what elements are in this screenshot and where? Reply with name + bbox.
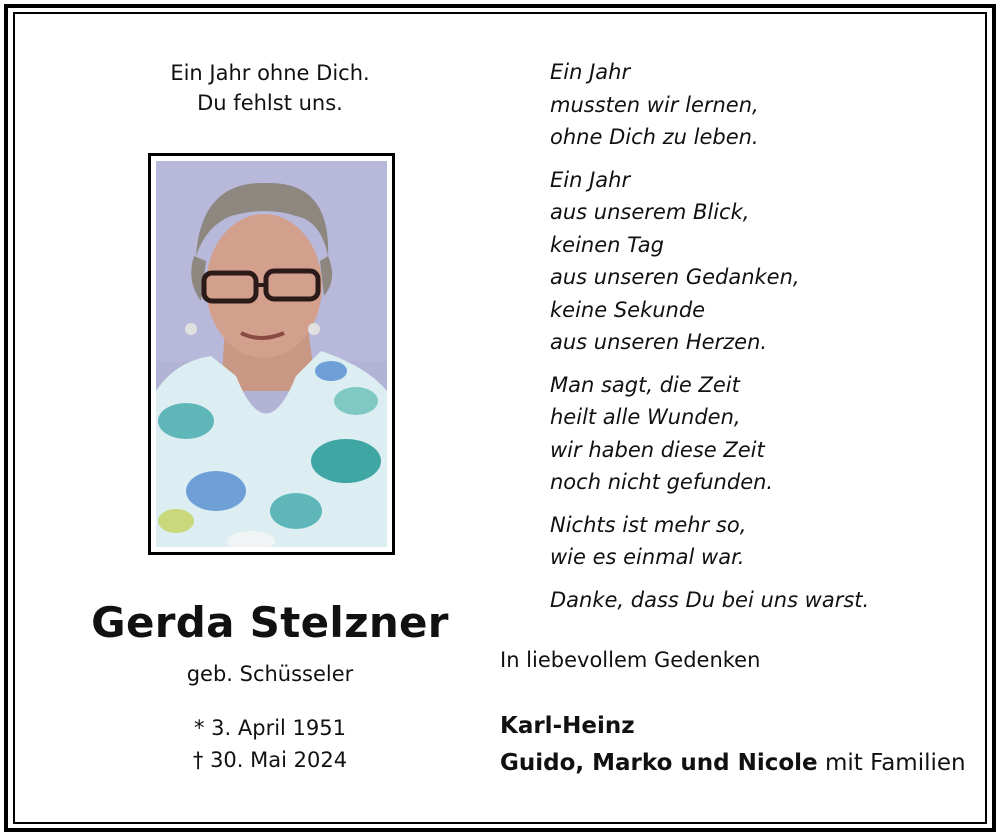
poem — [550, 56, 950, 626]
poem-line: noch nicht gefunden. — [550, 470, 774, 494]
birth-date: * 3. April 1951 — [193, 716, 346, 740]
poem-stanza — [550, 369, 950, 499]
poem-line: Danke, dass Du bei uns warst. — [550, 587, 870, 612]
memorial-line: In liebevollem Gedenken — [500, 648, 761, 672]
poem-line: keinen Tag — [550, 232, 664, 257]
deceased-name: Gerda Stelzner — [91, 598, 449, 647]
portrait-frame — [148, 153, 395, 555]
poem-line: Ein Jahr — [550, 167, 631, 192]
poem-line: Man sagt, die Zeit — [550, 372, 740, 397]
intro-line-1: Ein Jahr ohne Dich. — [170, 61, 370, 85]
poem-line: mussten wir lernen, — [550, 92, 759, 117]
signer-line-2 — [500, 745, 966, 782]
poem-line: Nichts ist mehr so, — [550, 512, 747, 537]
poem-line: heilt alle Wunden, — [550, 405, 741, 429]
maiden-name: geb. Schüsseler — [186, 662, 354, 686]
poem-stanza — [550, 584, 950, 617]
signer-line-1: Karl-Heinz — [500, 713, 635, 739]
poem-line: keine Sekunde — [550, 297, 706, 322]
poem-stanza — [550, 509, 950, 574]
death-date: † 30. Mai 2024 — [192, 748, 348, 772]
portrait-photo — [156, 161, 387, 547]
poem-line: aus unseren Herzen. — [550, 330, 768, 354]
poem-line: aus unserem Blick, — [550, 200, 750, 224]
poem-stanza — [550, 56, 950, 154]
poem-line: Ein Jahr — [550, 60, 631, 84]
poem-stanza — [550, 164, 950, 359]
poem-line: wir haben diese Zeit — [550, 437, 765, 462]
life-dates — [120, 712, 420, 776]
signer-suffix: mit Familien — [817, 750, 966, 776]
poem-line: aus unseren Gedanken, — [550, 265, 800, 289]
poem-line: wie es einmal war. — [550, 545, 745, 569]
intro-text — [120, 58, 420, 118]
intro-line-2: Du fehlst uns. — [197, 91, 343, 115]
signer-names: Guido, Marko und Nicole — [500, 750, 818, 776]
signers — [500, 708, 966, 782]
poem-line: ohne Dich zu leben. — [550, 125, 759, 149]
